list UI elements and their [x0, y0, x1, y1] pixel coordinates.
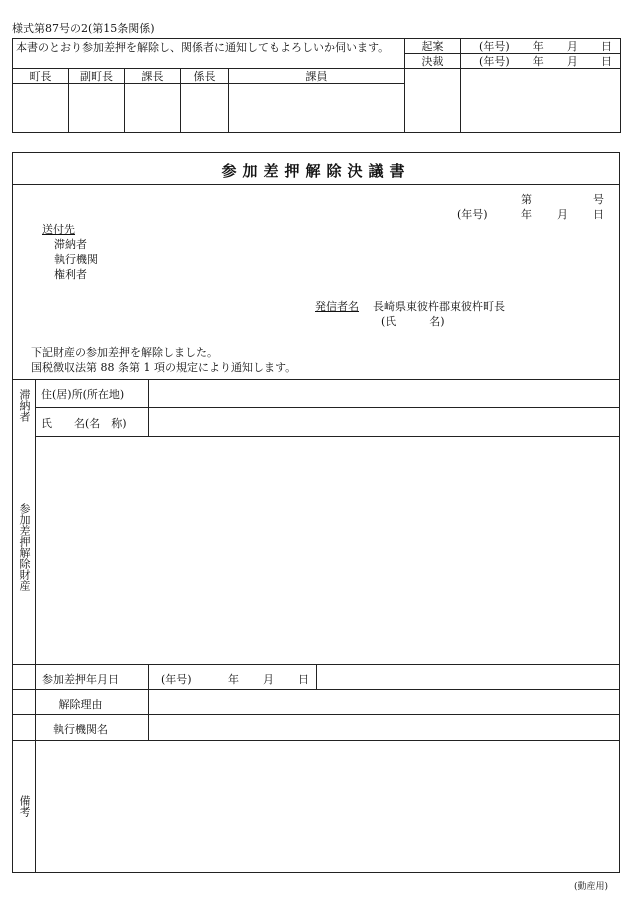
blank-cell-wide — [461, 69, 621, 133]
doc-date-day: 日 — [593, 208, 604, 221]
stamp-deputy-mayor[interactable] — [69, 84, 125, 133]
document-title: 参加差押解除決議書 — [221, 162, 411, 180]
address-label: 住(居)所(所在地) — [41, 388, 125, 401]
name-field[interactable] — [149, 408, 619, 435]
doc-date-month: 月 — [557, 208, 568, 221]
property-field[interactable] — [36, 437, 619, 663]
body-line-2: 国税徴収法第 88 条第 1 項の規定により通知します。 — [31, 361, 297, 374]
approval-request-text: 本書のとおり参加差押を解除し、関係者に通知してもよろしいか伺います。 — [13, 39, 405, 69]
sender: 長崎県東彼杵郡東彼杵町長 — [373, 300, 505, 313]
date-year: 年 — [228, 673, 239, 686]
reason-label: 解除理由 — [58, 698, 103, 711]
recipient-agency: 執行機関 — [54, 253, 98, 266]
kessai-label: 決裁 — [405, 54, 461, 69]
property-label: 参加差押解除財産 — [18, 503, 31, 591]
recipient-rights-holder: 権利者 — [54, 268, 87, 281]
kian-year: 年 — [532, 39, 544, 53]
agency-field[interactable] — [149, 715, 619, 739]
address-field[interactable] — [149, 380, 619, 407]
recipients-label: 送付先 — [42, 223, 75, 236]
kian-date — [461, 39, 621, 54]
main-document — [12, 152, 620, 873]
kessai-month: 月 — [566, 54, 578, 68]
stamp-mayor[interactable] — [13, 84, 69, 133]
kessai-year: 年 — [532, 54, 544, 68]
approval-table — [12, 38, 621, 133]
kian-month: 月 — [566, 39, 578, 53]
stamp-subsection-chief[interactable] — [181, 84, 229, 133]
remarks-field[interactable] — [36, 741, 619, 871]
stamp-section-chief[interactable] — [125, 84, 181, 133]
form-number: 様式第87号の2(第15条関係) — [12, 22, 155, 35]
kessai-day: 日 — [601, 54, 613, 68]
blank-cell — [405, 69, 461, 133]
kian-day: 日 — [601, 39, 613, 53]
doc-no-prefix: 第 — [521, 193, 532, 206]
sender-name: (氏 名) — [381, 315, 445, 328]
date-month: 月 — [263, 673, 274, 686]
role-staff: 課員 — [229, 69, 405, 84]
doc-no-suffix: 号 — [593, 193, 604, 206]
kian-label: 起案 — [405, 39, 461, 54]
role-section-chief: 課長 — [125, 69, 181, 84]
date-era: (年号) — [161, 673, 192, 686]
doc-date-year: 年 — [521, 208, 532, 221]
date-label: 参加差押年月日 — [42, 673, 119, 686]
agency-label: 執行機関名 — [53, 723, 108, 736]
footer-note: (動産用) — [573, 882, 608, 892]
recipient-delinquent: 滞納者 — [54, 238, 87, 251]
delinquent-label: 滞納者 — [18, 389, 31, 422]
remarks-label: 備考 — [18, 795, 31, 817]
doc-date-era: (年号) — [457, 208, 488, 221]
date-extra-field[interactable] — [317, 665, 619, 689]
kian-era: (年号) — [479, 39, 510, 53]
kessai-era: (年号) — [479, 54, 510, 68]
body-line-1: 下記財産の参加差押を解除しました。 — [31, 346, 218, 359]
name-label: 氏 名(名 称) — [41, 417, 127, 430]
reason-field[interactable] — [149, 690, 619, 714]
date-day: 日 — [298, 673, 309, 686]
sender-label: 発信者名 — [315, 300, 359, 313]
role-mayor: 町長 — [13, 69, 69, 84]
stamp-staff[interactable] — [229, 84, 405, 133]
kessai-date — [461, 54, 621, 69]
role-subsection-chief: 係長 — [181, 69, 229, 84]
role-deputy-mayor: 副町長 — [69, 69, 125, 84]
